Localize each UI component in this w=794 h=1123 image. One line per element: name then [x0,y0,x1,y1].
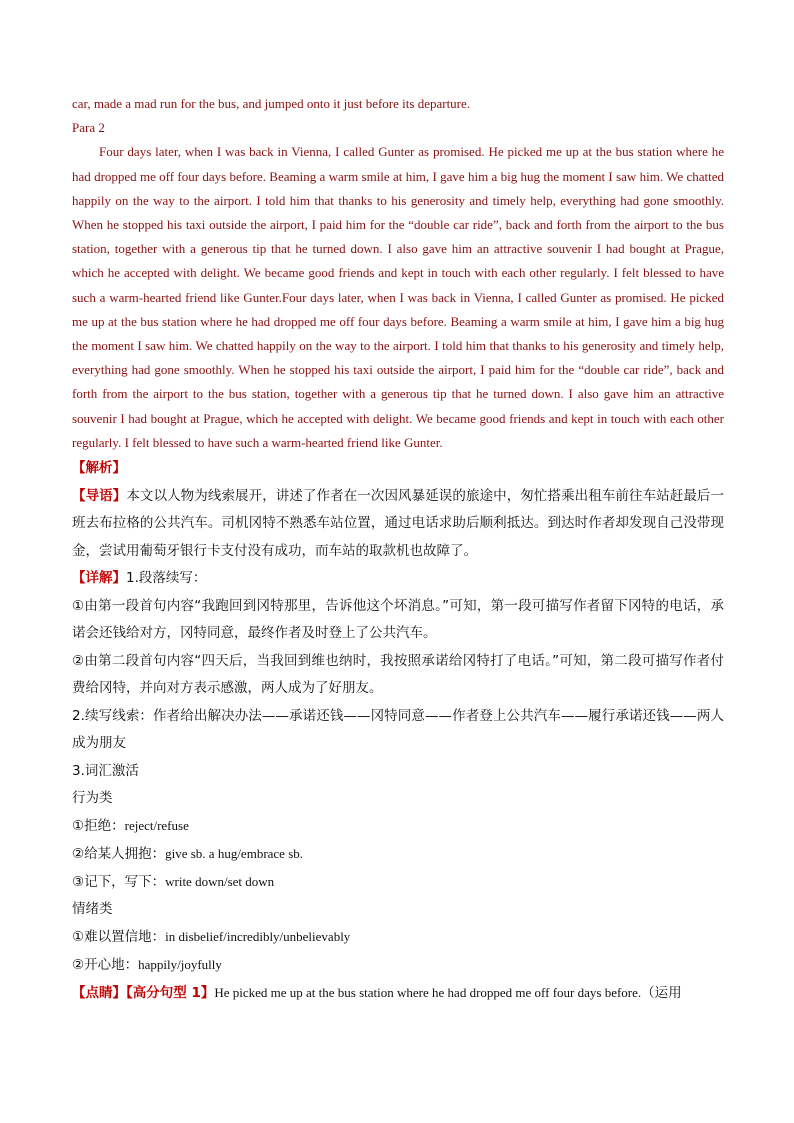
xiangjie-heading [72,565,724,593]
page-content [72,92,724,1007]
vocab-item-3 [72,868,724,896]
emotion-item-1-cn: ①难以置信地： [72,928,166,945]
vocab-item-2-en: give sb. a hug/embrace sb. [165,845,304,861]
vocab-item-1 [72,812,724,840]
daodu-text: 本文以人物为线索展开，讲述了作者在一次因风暴延误的旅途中，匆忙搭乘出租车前往车站赶最后一班去布拉格的公共汽车。司机冈特不熟悉车站位置，通过电话求助后顺利抵达。到达时作者却发现自己没带现金，尝试用葡萄牙银行卡支付没有成功，而车站的取款机也故障了。 [72,487,725,559]
xiangjie-tag: 【详解】 [72,570,126,587]
vocab-item-2 [72,840,724,868]
vocab-category-behavior: 行为类 [72,789,113,806]
emotion-item-1 [72,923,724,951]
xiangjie-title: 1.段落续写： [126,570,207,587]
emotion-item-2-cn: ②开心地： [72,956,139,973]
point-1: ①由第一段首句内容“我跑回到冈特那里，告诉他这个坏消息。”可知，第一段可描写作者留下冈特的电话，承诺会还钱给对方，冈特同意，最终作者及时登上了公共汽车。 [72,597,724,642]
daodu-tag: 【导语】 [72,487,127,504]
emotion-item-2-en: happily/joyfully [138,956,222,972]
vocab-title: 3.词汇激活 [72,762,139,779]
emotion-item-2 [72,951,724,979]
para2-text: Four days later, when I was back in Vienna, I called Gunter as promised. He picked me up at the bus station where he had dropped me off four days before. Beaming a warm smile at him, I gave him a big hug the moment I saw him. We chatted happily on the way to the airport. I told him that thanks to his generosity and timely help, everything had gone smoothly. When he stopped his taxi outside the airport, I paid him for the “double car ride”, back and forth from the airport to the bus station, together with a generous tip that he turned down. I also gave him an attractive souvenir I had bought at Prague, which he accepted with delight. We became good friends and kept in touch with each other regularly. I felt blessed to have such a warm-hearted friend like Gunter.Four days later, when I was back in Vienna, I called Gunter as promised. He picked me up at the bus station where he had dropped me off four days before. Beaming a warm smile at him, I gave him a big hug the moment I saw him. We chatted happily on the way to the airport. I told him that thanks to his generosity and timely help, everything had gone smoothly. When he stopped his taxi outside the airport, I paid him for the “double car ride”, back and forth from the airport to the bus station, together with a generous tip that he turned down. I also gave him an attractive souvenir I had bought at Prague, which he accepted with delight. We became good friends and kept in touch with each other regularly. I felt blessed to have such a warm-hearted friend like Gunter. [72,144,724,450]
vocab-item-3-cn: ③记下，写下： [72,873,166,890]
gaofen-tag: 【高分句型 1】 [126,984,215,1001]
vocab-item-1-en: reject/refuse [124,817,189,833]
gaofen-sentence: He picked me up at the bus station where he had dropped me off four days before. [214,984,642,1000]
dianjing-paragraph [72,979,724,1008]
point-2: ②由第二段首句内容“四天后，当我回到维也纳时，我按照承诺给冈特打了电话。”可知，第二段可描写作者付费给冈特，并向对方表示感激，两人成为了好朋友。 [72,652,724,697]
dianjing-tag: 【点睛】 [72,984,126,1001]
daodu-paragraph [72,483,724,566]
story-line-continuation: car, made a mad run for the bus, and jumped onto it just before its departure. [72,96,471,111]
gaofen-tail: （运用 [641,984,682,1001]
analysis-heading [72,455,724,483]
vocab-category-emotion: 情绪类 [72,900,113,917]
vocab-item-2-cn: ②给某人拥抱： [72,845,166,862]
jiexi-tag: 【解析】 [72,460,126,477]
para2-label: Para 2 [72,120,105,136]
writing-clue: 2.续写线索：作者给出解决办法——承诺还钱——冈特同意——作者登上公共汽车——履行承诺还钱——两人成为朋友 [72,707,724,752]
vocab-item-1-cn: ①拒绝： [72,817,125,834]
emotion-item-1-en: in disbelief/incredibly/unbelievably [165,928,351,944]
vocab-item-3-en: write down/set down [165,873,275,889]
